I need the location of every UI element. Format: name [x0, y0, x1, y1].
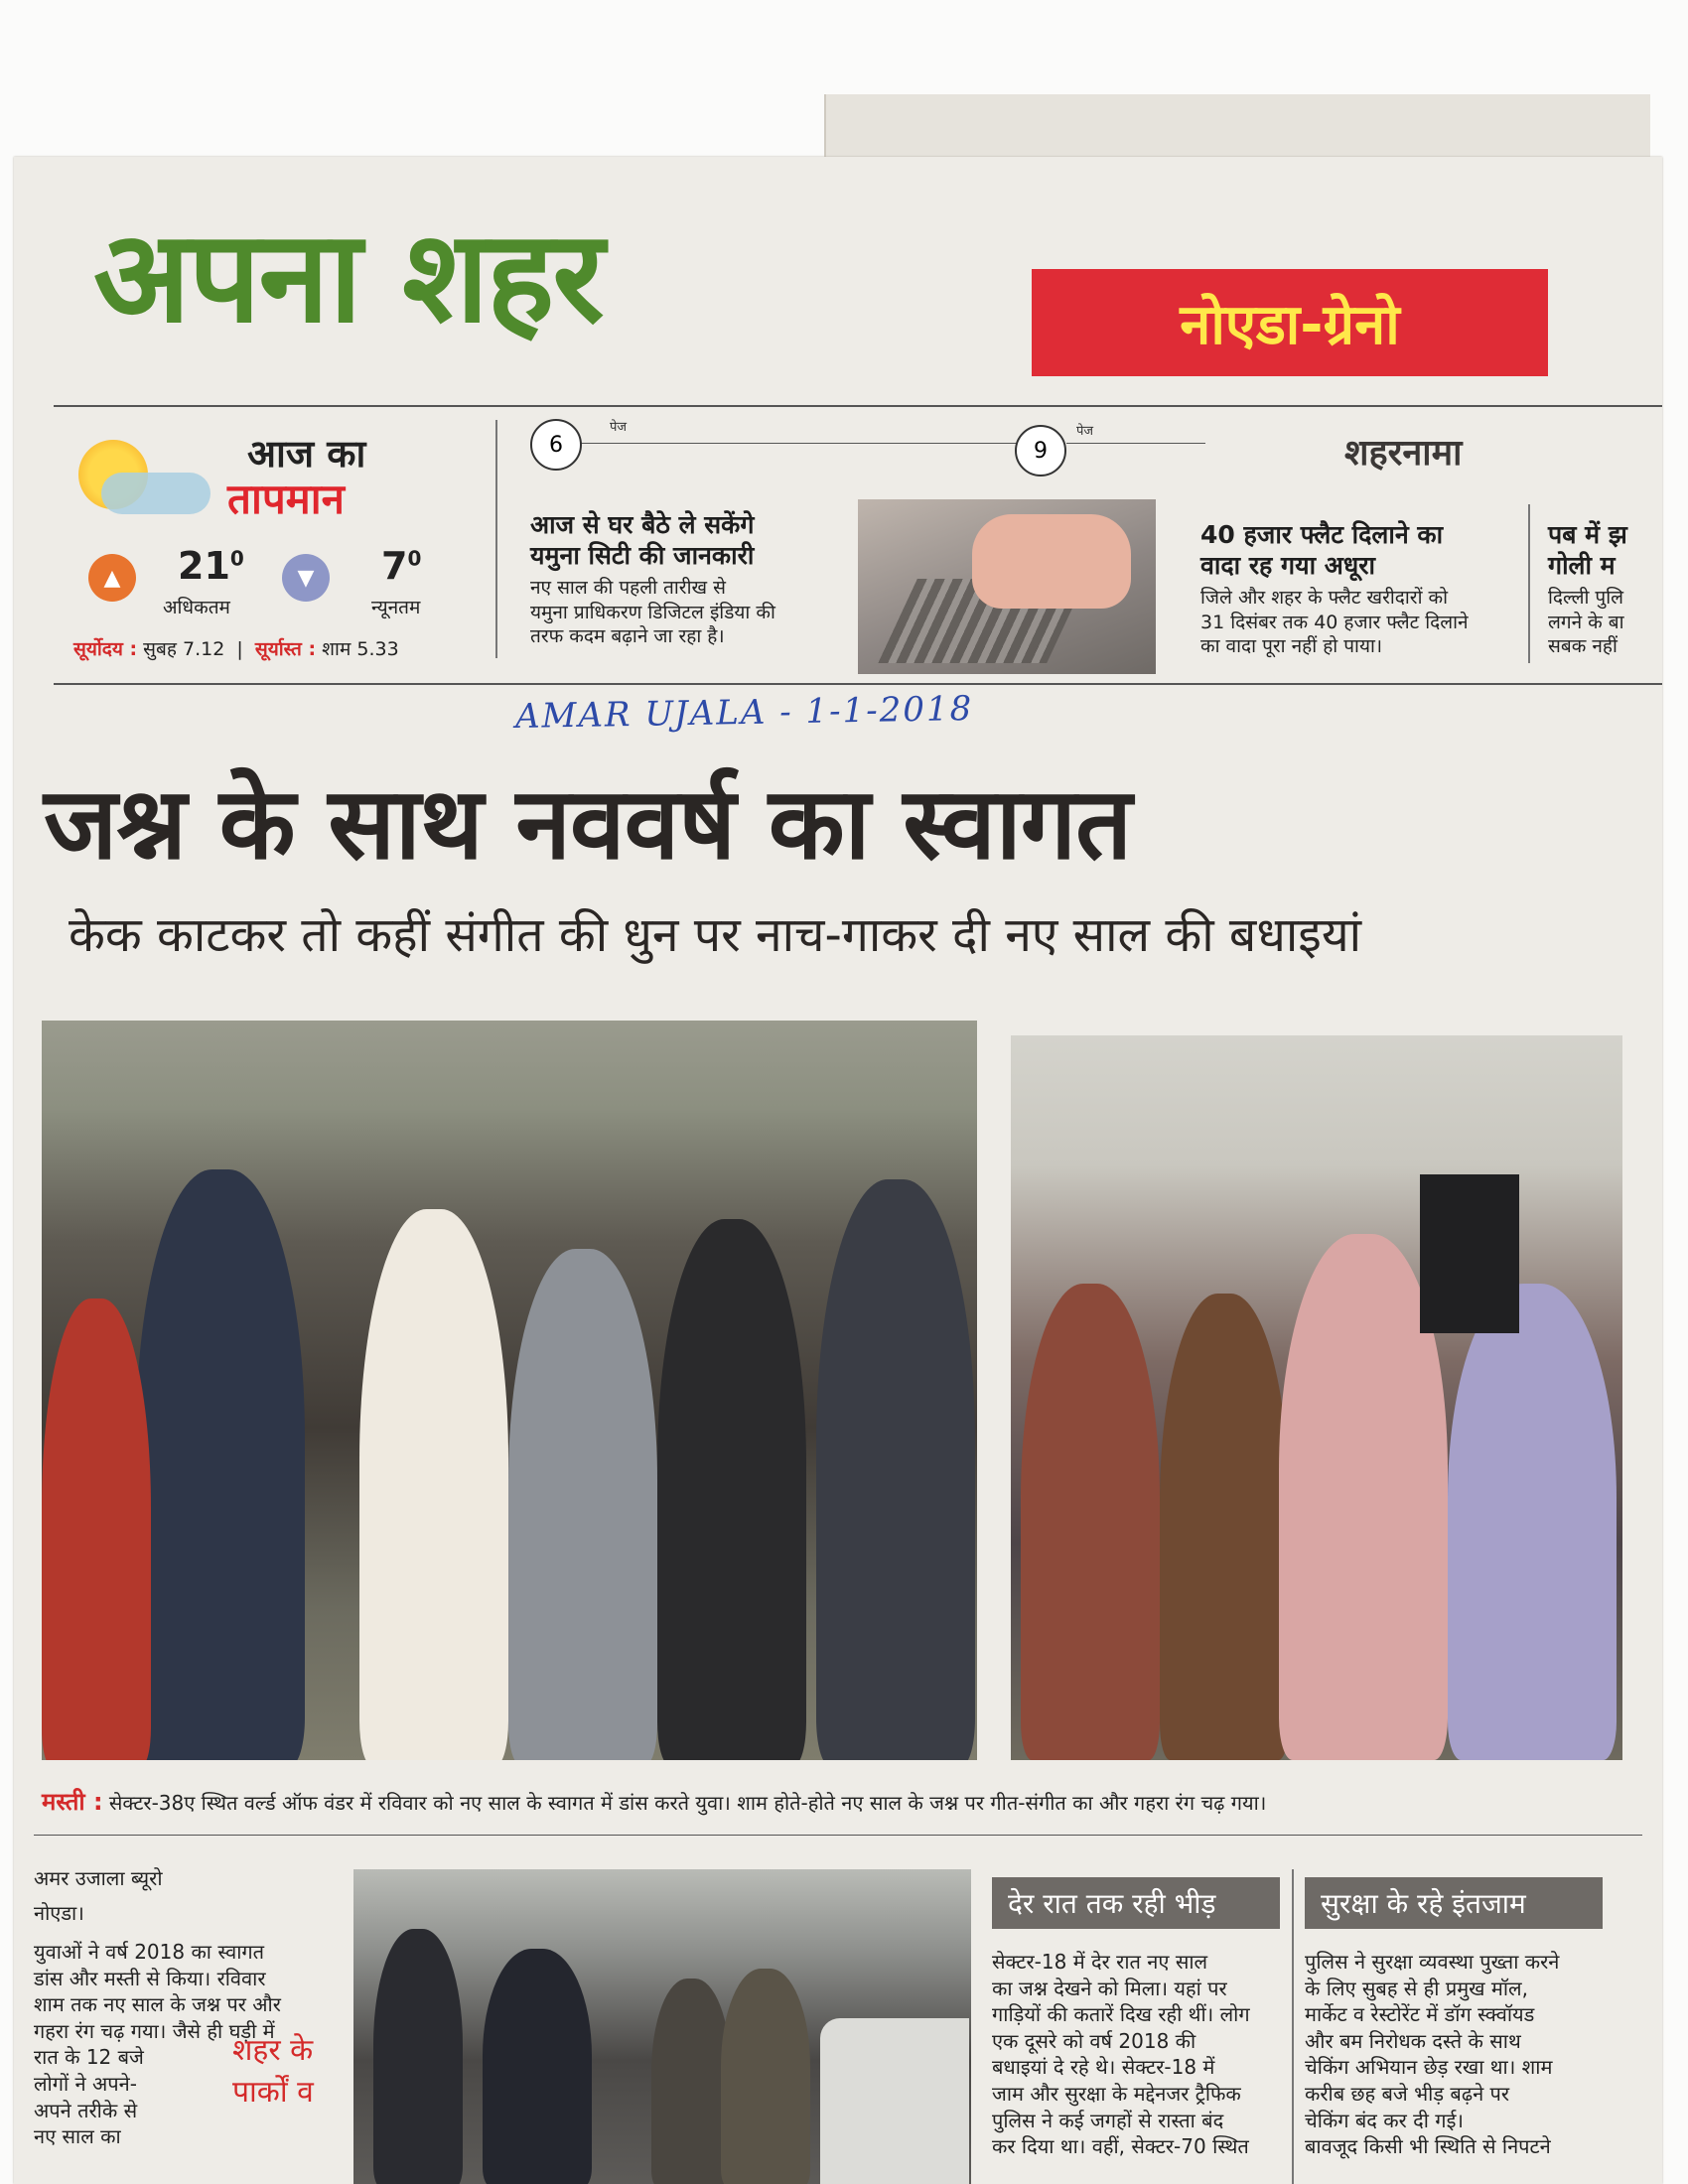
photo-caption: मस्ती : सेक्टर-38ए स्थित वर्ल्ड ऑफ वंडर में रविवार को नए साल के स्वागत में डांस करते युवा। शाम होते-होते नए साल के जश्न पर गीत-संगीत का और गहरा रंग चढ़ गया।: [42, 1788, 1267, 1816]
box-2-body: पुलिस ने सुरक्षा व्यवस्था पुख्ता करने के लिए सुबह से ही प्रमुख मॉल, मार्केट व रेस्टोरेंट में डॉग स्क्वॉयड और बम निरोधक दस्ते के साथ चेकिंग अभियान छेड़ रखा था। शाम करीब छह बजे भीड़ बढ़ने पर चेकिंग बंद कर दी गई। बावजूद किसी भी स्थिति से निपटने: [1305, 1950, 1560, 2159]
teaser-2-text: जिले और शहर के फ्लैट खरीदारों को 31 दिसंबर तक 40 हजार फ्लैट दिलाने का वादा पूरा नहीं हो पाया।: [1200, 587, 1469, 658]
photo-girls-dancing: [1011, 1035, 1622, 1760]
cloud-icon: [101, 473, 211, 514]
box-1-title: देर रात तक रही भीड़: [992, 1877, 1280, 1929]
page-number-6: 6: [530, 419, 582, 471]
newspaper-page: [14, 157, 1662, 2184]
sunrise-sunset: सूर्योदय : सुबह 7.12 | सूर्यास्त : शाम 5.33: [73, 638, 399, 660]
photo-police-parking: [353, 1869, 971, 2184]
arrow-down-icon: ▼: [282, 554, 330, 602]
pull-quote: शहर के पार्कों व: [232, 2033, 314, 2110]
box-2-title: सुरक्षा के रहे इंतजाम: [1305, 1877, 1603, 1929]
weather-divider: [495, 420, 497, 658]
max-temp-label: अधिकतम: [163, 597, 230, 618]
main-headline: जश्न के साथ नववर्ष का स्वागत: [44, 765, 1132, 882]
byline: अमर उजाला ब्यूरो: [34, 1866, 163, 1890]
caption-rule: [34, 1835, 1642, 1836]
arrow-up-icon: ▲: [88, 554, 136, 602]
edition-badge: नोएडा-ग्रेनो: [1032, 269, 1548, 376]
min-temp: $7^0$: [381, 544, 422, 588]
top-section-rule: [54, 683, 1662, 685]
teaser-3-text: दिल्ली पुलि लगने के बा सबक नहीं: [1548, 587, 1624, 658]
page-label-b: पेज: [1076, 424, 1094, 439]
handwritten-note: AMAR UJALA - 1-1-2018: [514, 688, 974, 738]
masthead-rule: [54, 405, 1662, 407]
story-body: युवाओं ने वर्ष 2018 का स्वागत डांस और मस्ती से किया। रविवार शाम तक नए साल के जश्न पर और गहरा रंग चढ़ गया। जैसे ही घड़ी में रात के 12 बजे लोगों ने अपने- अपने तरीके से नए साल का: [34, 1940, 281, 2149]
teaser-2-headline: 40 हजार फ्लैट दिलाने का वादा रह गया अधूरा: [1200, 520, 1444, 581]
teaser-line-b: [1066, 443, 1205, 444]
box-divider: [1292, 1869, 1294, 2184]
box-1-body: सेक्टर-18 में देर रात नए साल का जश्न देखने को मिला। यहां पर गाड़ियों की कतारें दिख रही थीं। लोग एक दूसरे को वर्ष 2018 की बधाइयां दे रहे थे। सेक्टर-18 में जाम और सुरक्षा के मद्देनजर ट्रैफिक पुलिस ने कई जगहों से रास्ता बंद कर दिया था। वहीं, सेक्टर-70 स्थित: [992, 1950, 1250, 2159]
weather-title-highlight: तापमान: [227, 475, 345, 523]
photo-dancing-crowd: [42, 1021, 977, 1760]
weather-title: आज का: [247, 432, 366, 476]
teaser-1-headline: आज से घर बैठे ले सकेंगे यमुना सिटी की जानकारी: [530, 510, 755, 571]
masthead-title: अपना शहर: [93, 204, 603, 351]
teaser-1-text: नए साल की पहली तारीख से यमुना प्राधिकरण डिजिटल इंडिया की तरफ कदम बढ़ाने जा रहा है।: [530, 577, 775, 648]
teaser-3-headline: पब में झ गोली म: [1548, 520, 1627, 581]
teaser-divider: [1528, 504, 1530, 663]
page-number-9: 9: [1015, 425, 1066, 477]
teaser-line-a: [550, 443, 1027, 444]
sub-headline: केक काटकर तो कहीं संगीत की धुन पर नाच-गाकर दी नए साल की बधाइयां: [69, 907, 1362, 963]
dateline: नोएडा।: [34, 1901, 84, 1925]
page-label-a: पेज: [610, 420, 628, 435]
section-label: शहरनामा: [1344, 433, 1463, 474]
keyboard-photo: [858, 499, 1156, 674]
min-temp-label: न्यूनतम: [371, 597, 421, 618]
max-temp: $21^0$: [178, 544, 244, 588]
